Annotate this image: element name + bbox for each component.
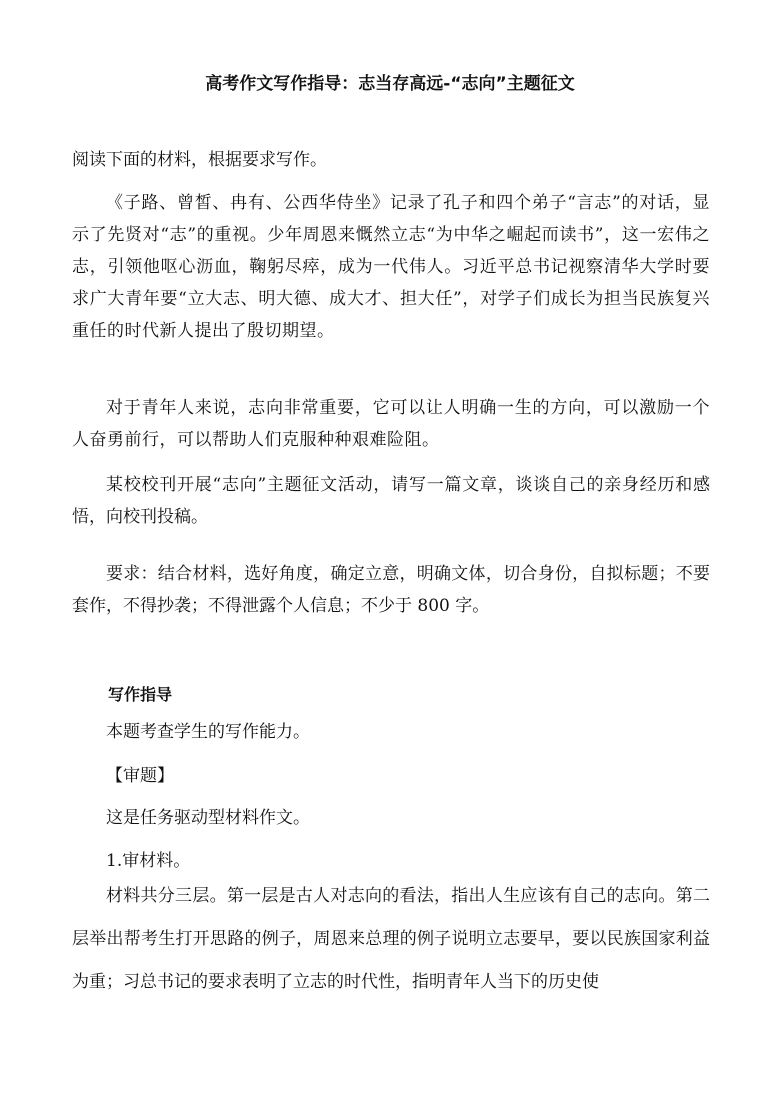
guide-line-2: 【审题】 bbox=[106, 766, 174, 786]
material-paragraph-2: 对于青年人来说，志向非常重要，它可以让人明确一生的方向，可以激励一个人奋勇前行，可以帮助人们克服种种艰难险阻。 bbox=[72, 398, 710, 450]
guide-line-1: 本题考查学生的写作能力。 bbox=[106, 722, 310, 742]
guide-line-4: 1.审材料。 bbox=[106, 851, 191, 871]
material-paragraph-1: 《子路、曾皙、冉有、公西华侍坐》记录了孔子和四个弟子“言志”的对话，显示了先贤对“志”的重视。少年周恩来慨然立志“为中华之崛起而读书”，这一宏伟之志，引领他呕心沥血，鞠躬尽瘁，成为一代伟人。习近平总书记视察清华大学时要求广大青年要“立大志、明大德、成大才、担大任”，对学子们成长为担当民族复兴重任的时代新人提出了殷切期望。 bbox=[72, 193, 710, 341]
requirements-paragraph: 要求：结合材料，选好角度，确定立意，明确文体，切合身份，自拟标题；不要套作，不得抄袭；不得泄露个人信息；不少于 800 字。 bbox=[72, 564, 710, 616]
analysis-paragraph: 材料共分三层。第一层是古人对志向的看法，指出人生应该有自己的志向。第二层举出帮考生打开思路的例子，周恩来总理的例子说明立志要早，要以民族国家利益为重；习总书记的要求表明了立志的时代性，指明青年人当下的历史使 bbox=[72, 886, 710, 992]
document-title: 高考作文写作指导：志当存高远-“志向”主题征文 bbox=[205, 74, 575, 94]
material-paragraph-3: 某校校刊开展“志向”主题征文活动，请写一篇文章，谈谈自己的亲身经历和感悟，向校刊投稿。 bbox=[72, 475, 710, 527]
guide-line-3: 这是任务驱动型材料作文。 bbox=[106, 808, 310, 828]
guide-heading: 写作指导 bbox=[108, 685, 173, 704]
intro-text: 阅读下面的材料，根据要求写作。 bbox=[72, 150, 327, 170]
